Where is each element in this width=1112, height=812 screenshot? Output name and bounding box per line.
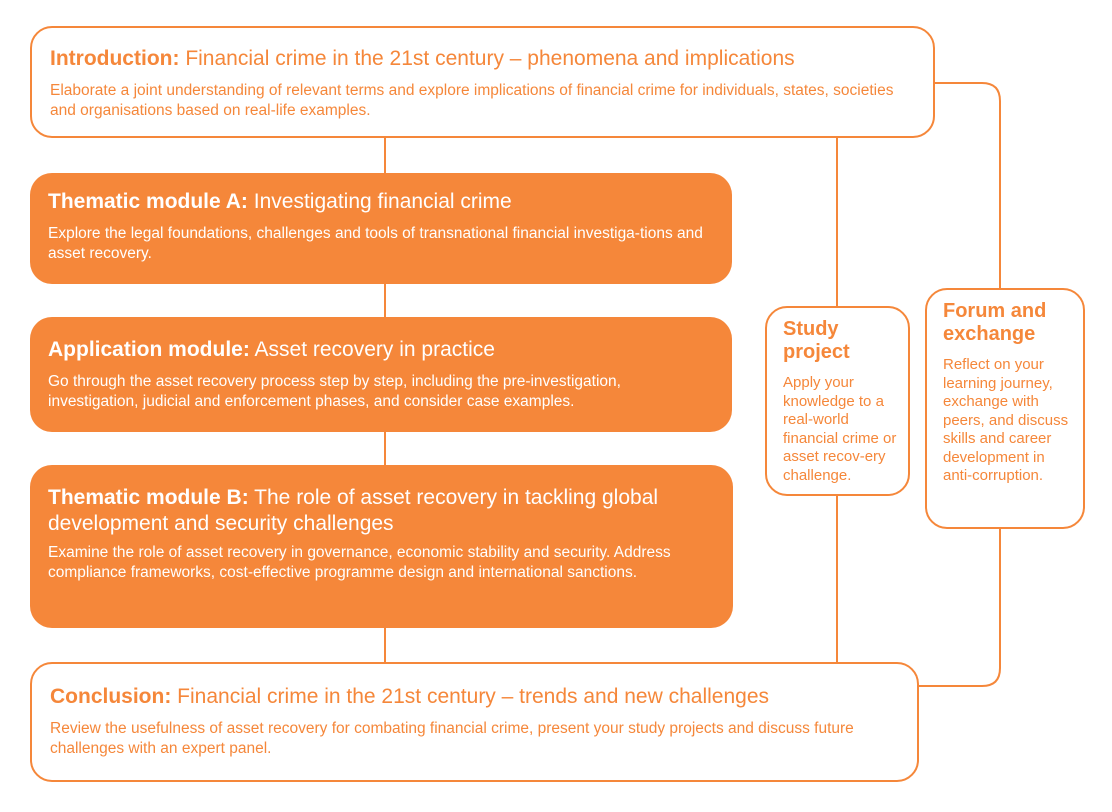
application-module-title-rest: Asset recovery in practice (254, 338, 495, 361)
forum-loop-connector-bottom (919, 529, 1000, 686)
module-a-box (30, 173, 732, 284)
conclusion-description: Review the usefulness of asset recovery for combating financial crime, present your study projects and discuss future challenges with an expert panel. (50, 720, 854, 757)
application-module-title (48, 337, 714, 363)
intro-title-bold: Introduction: (50, 47, 180, 70)
module-b-title-bold: Thematic module B: (48, 486, 249, 509)
intro-description: Elaborate a joint understanding of relevant terms and explore implications of financial crime for individuals, states, societies and organisations based on real-life examples. (50, 82, 894, 119)
module-a-title-bold: Thematic module A: (48, 190, 248, 213)
conclusion-title (50, 684, 899, 710)
application-module-box (30, 317, 732, 432)
module-a-description: Explore the legal foundations, challenges and tools of transnational financial investiga-tions and asset recovery. (48, 225, 703, 262)
forum-exchange-box (925, 288, 1085, 529)
module-b-title-rest: The role of asset recovery in tackling global development and security challenges (48, 486, 659, 535)
conclusion-title-bold: Conclusion: (50, 685, 172, 708)
module-b-description: Examine the role of asset recovery in governance, economic stability and security. Address compliance frameworks, cost-effective programme design and international sanctions. (48, 544, 671, 581)
forum-loop-connector (935, 83, 1000, 288)
forum-exchange-description: Reflect on your learning journey, exchange with peers, and discuss skills and career development in anti-corruption. (943, 356, 1069, 484)
study-project-box (765, 306, 910, 496)
module-b-box (30, 465, 733, 628)
intro-title (50, 46, 915, 72)
conclusion-title-rest: Financial crime in the 21st century – trends and new challenges (177, 685, 769, 708)
application-module-description: Go through the asset recovery process step by step, including the pre-investigation, investigation, judicial and enforcement phases, and consider case examples. (48, 373, 621, 410)
study-project-description: Apply your knowledge to a real-world financial crime or asset recov-ery challenge. (783, 374, 897, 484)
module-a-title-rest: Investigating financial crime (253, 190, 512, 213)
forum-exchange-title: Forum and exchange (943, 300, 1047, 345)
intro-box (30, 26, 935, 138)
study-project-title: Study project (783, 318, 850, 363)
application-module-title-bold: Application module: (48, 338, 250, 361)
intro-title-rest: Financial crime in the 21st century – phenomena and implications (185, 47, 795, 70)
conclusion-box (30, 662, 919, 782)
module-b-title (48, 485, 715, 537)
module-a-title (48, 189, 714, 215)
